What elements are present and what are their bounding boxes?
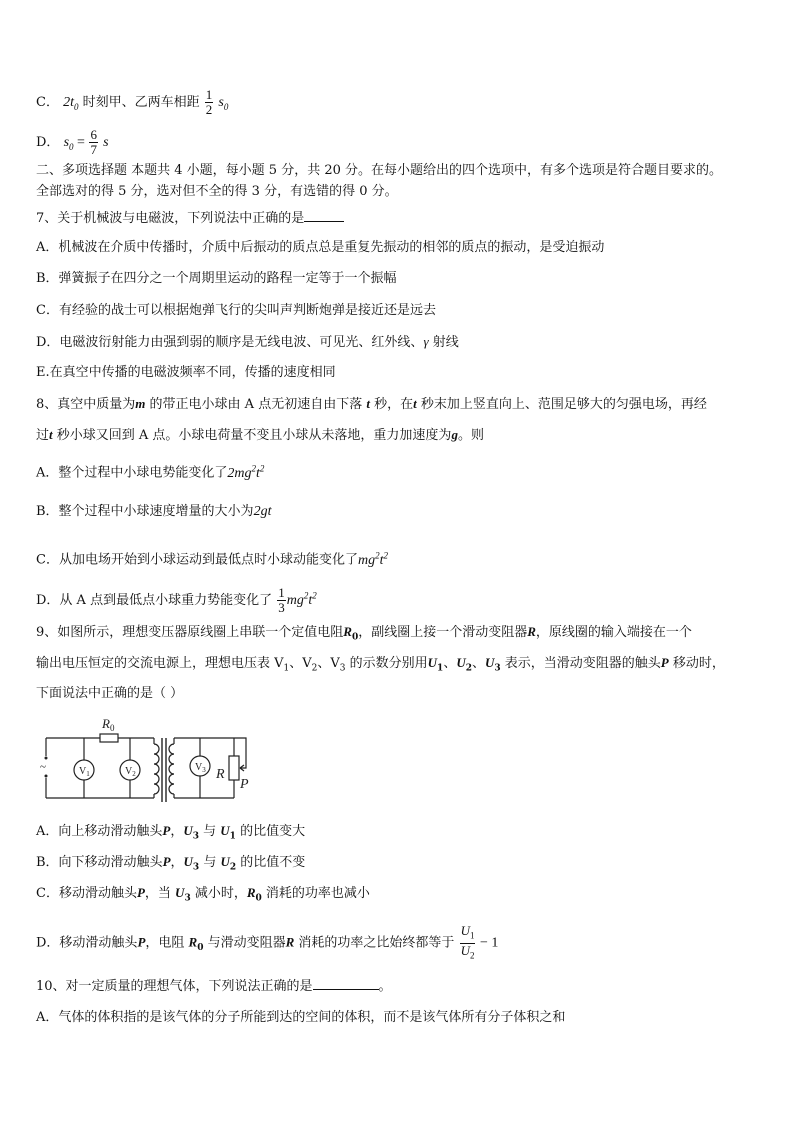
label-P: P — [240, 777, 249, 792]
section-header-line2: 全部选对的得 5 分，选对但不全的得 3 分，有选错的得 0 分。 — [36, 184, 398, 199]
q7-option-A: A．机械波在介质中传播时，介质中后振动的质点总是重复先振动的相邻的质点的振动，是受迫振动 — [36, 240, 605, 255]
fraction-one-half: $\frac{1}{2}$ — [205, 87, 213, 117]
q7-option-C: C．有经验的战士可以根据炮弹飞行的尖叫声判断炮弹是接近还是远去 — [36, 303, 436, 318]
rheostat-R — [229, 756, 239, 780]
q9-option-D: D．移动滑动触头P，电阻 $R_0$ 与滑动变阻器R 消耗的功率之比始终都等于 $\frac{U_1}{U_2}$ − 1 — [36, 923, 499, 961]
q10-option-A: A．气体的体积指的是该气体的分子所能到达的空间的体积，而不是该气体所有分子体积之和 — [36, 1010, 566, 1025]
q8-option-D: D．从 A 点到最低点小球重力势能变化了 $\frac{1}{3}$ $mg^2t^2$ — [36, 585, 317, 615]
question-7-stem: 7、关于机械波与电磁波，下列说法中正确的是 — [36, 209, 344, 228]
resistor-R0 — [100, 734, 118, 742]
q8-option-B: B．整个过程中小球速度增量的大小为2gt — [36, 504, 272, 519]
q7-option-E: E.在真空中传播的电磁波频率不同，传播的速度相同 — [36, 365, 336, 380]
answer-blank — [304, 209, 344, 222]
question-9-stem-line3: 下面说法中正确的是（ ） — [36, 686, 184, 701]
option-C-prev: C． $2t_0$ 时刻甲、乙两车相距 $\frac{1}{2}$ $s_0$ — [36, 87, 229, 117]
question-8-stem-line2: 过t 秒小球又回到 A 点。小球电荷量不变且小球从未落地，重力加速度为g。则 — [36, 427, 484, 443]
label-V3: $V_3$ — [195, 762, 206, 774]
primary-coil — [154, 744, 159, 794]
option-D-prev: D． $s_0$ = $\frac{6}{7}$ s — [36, 127, 109, 157]
question-9-stem-line1: 9、如图所示，理想变压器原线圈上串联一个定值电阻$R_0$，副线圈上接一个滑动变阻器R，原线圈的输入端接在一个 — [36, 624, 692, 643]
section-header-line1: 二、多项选择题 本题共 4 小题，每小题 5 分，共 20 分。在每小题给出的四个选项中，有多个选项是符合题目要求的。 — [36, 163, 723, 178]
fraction-one-third: $\frac{1}{3}$ — [278, 585, 285, 615]
fraction-six-sevenths: $\frac{6}{7}$ — [90, 127, 97, 157]
question-8-stem-line1: 8、真空中质量为m 的带正电小球由 A 点无初速自由下落 t 秒，在t 秒末加上竖直向上、范围足够大的匀强电场，再经 — [36, 396, 707, 412]
circuit-diagram — [36, 716, 266, 806]
label-V2: $V_2$ — [125, 766, 136, 778]
label-R0: $R_0$ — [102, 716, 115, 733]
secondary-coil — [169, 744, 174, 794]
q7-option-B: B．弹簧振子在四分之一个周期里运动的路程一定等于一个振幅 — [36, 271, 397, 286]
label-V1: $V_1$ — [79, 766, 90, 778]
q8-option-A: A．整个过程中小球电势能变化了$2mg^2t^2$ — [36, 463, 265, 481]
answer-blank — [313, 977, 379, 990]
question-9-stem-line2: 输出电压恒定的交流电源上，理想电压表 $V_1$、$V_2$、$V_3$ 的示数分别用$U_1$、$U_2$、$U_3$ 表示，当滑动变阻器的触头P 移动时， — [36, 655, 725, 674]
q7-option-D: D．电磁波衍射能力由强到弱的顺序是无线电波、可见光、红外线、γ 射线 — [36, 334, 459, 350]
q8-option-C: C．从加电场开始到小球运动到最低点时小球动能变化了$mg^2t^2$ — [36, 550, 388, 568]
fraction-U1-over-U2: $\frac{U_1}{U_2}$ — [460, 923, 475, 961]
q9-option-A: A．向上移动滑动触头P，$U_3$ 与 $U_1$ 的比值变大 — [36, 823, 306, 842]
label-R: R — [216, 767, 225, 782]
ac-source-symbol: ~ — [40, 761, 46, 773]
question-10-stem: 10、对一定质量的理想气体，下列说法正确的是 。 — [36, 979, 392, 994]
q9-option-C: C．移动滑动触头P，当 $U_3$ 减小时，$R_0$ 消耗的功率也减小 — [36, 885, 370, 904]
q9-option-B: B．向下移动滑动触头P，$U_3$ 与 $U_2$ 的比值不变 — [36, 854, 306, 873]
